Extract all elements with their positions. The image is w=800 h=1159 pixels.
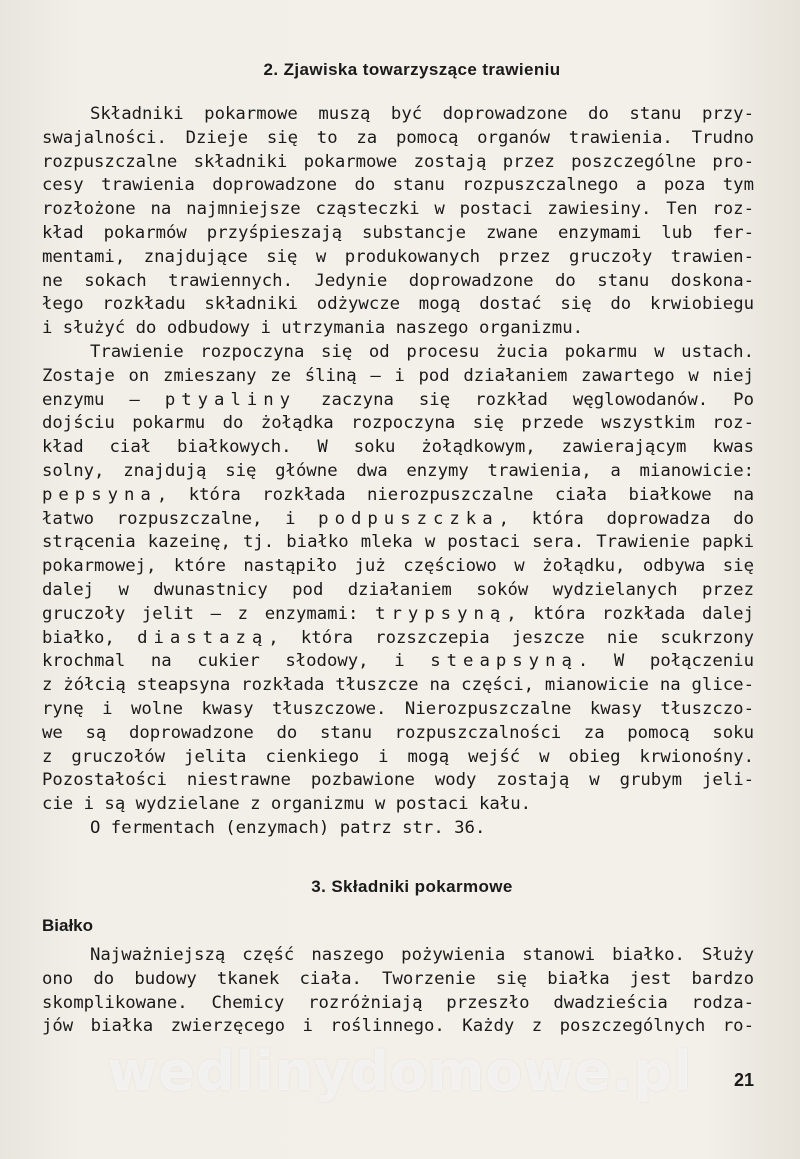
text-line: we są doprowadzone do stanu rozpuszczalności za pomocą soku [42,722,754,743]
text-line [42,650,754,674]
text-line [42,603,754,627]
text-line: jów białka zwierzęcego i roślinnego. Każdy z poszczególnych ro- [42,1016,754,1037]
text-line: mentami, znajdujące się w produkowanych przez gruczoły trawien- [42,246,754,267]
section-title-digestion: 2. Zjawiska towarzyszące trawieniu [263,60,561,79]
text-line: z gruczołów jelita cienkiego i mogą wejść w obieg krwionośny. [42,746,754,767]
spaced-term-diastaza: diastazą [137,627,269,648]
text-line: rynę i wolne kwasy tłuszczowe. Nierozpuszczalne kwasy tłuszczo- [42,698,754,719]
text-line: Zostaje on zmieszany ze śliną — i pod działaniem zawartego w niej [42,365,754,386]
body-text-section-2 [42,103,754,841]
text-line: Trawienie rozpoczyna się od procesu żucia pokarmu w ustach. [90,341,754,362]
text-run: gruczoły jelit — z enzymami: [42,603,376,624]
text-line [42,484,754,508]
spaced-term-trypsyna: trypsyną [375,603,507,624]
text-run: krochmal na cukier słodowy, i [42,651,431,672]
text-run: zaczyna się rozkład węglowodanów. Po [296,389,754,410]
spaced-term-steapsyna: steapsyną [430,651,578,672]
text-run: łatwo rozpuszczalne, i [42,508,319,529]
text-line: rozłożone na najmniejsze cząsteczki w postaci zawiesiny. Ten roz- [42,199,754,220]
cross-reference-text: O fermentach (enzymach) patrz str. 36. [90,817,486,838]
text-line: Składniki pokarmowe muszą być doprowadzone do stanu przy- [90,104,754,124]
text-line: cie i są wydzielane z organizmu w postaci kału. [42,794,531,815]
text-line: łego rozkładu składniki odżywcze mogą dostać się do krwiobiegu [42,294,754,315]
text-line: rozpuszczalne składniki pokarmowe zostają przez poszczególne pro- [42,151,754,172]
text-run: . W połączeniu [577,651,754,672]
page-number: 21 [733,1070,754,1090]
text-line [42,508,754,532]
text-line: i służyć do odbudowy i utrzymania naszego organizmu. [42,318,584,339]
subheading-protein: Białko [42,916,94,935]
text-run: , która doprowadza do [498,508,754,529]
spaced-term-ptyalina: ptyaliny [164,389,297,410]
text-run: , która rozkłada dalej [506,603,754,624]
section-title-nutrients: 3. Składniki pokarmowe [311,877,513,896]
text-line [42,389,754,413]
spaced-term-podpuszczka: podpuszczka [318,508,499,529]
text-line: z żółcią steapsyna rozkłada tłuszcze na części, mianowicie na glice- [42,675,754,696]
text-run: białko, [42,627,138,648]
spaced-term-pepsyna: pepsyna [42,484,157,505]
text-run: , która rozszczepia jeszcze nie scukrzony [268,627,754,648]
text-line: cesy trawienia doprowadzone do stanu rozpuszczalnego a poza tym [42,175,754,196]
text-line [42,627,754,651]
text-line: kład pokarmów przyśpieszają substancje zwane enzymami lub fer- [42,222,754,243]
text-line: kład ciał białkowych. W soku żołądkowym, zawierającym kwas [42,437,754,458]
text-line: solny, znajdują się główne dwa enzymy trawienia, a mianowicie: [42,460,754,481]
text-line: ne sokach trawiennych. Jedynie doprowadzone do stanu doskona- [42,270,754,291]
text-run: enzymu — [42,389,165,410]
text-line: dojściu pokarmu do żołądka rozpoczyna się przede wszystkim roz- [42,413,754,434]
text-line: swajalności. Dzieje się to za pomocą organów trawienia. Trudno [42,127,754,148]
text-line: dalej w dwunastnicy pod działaniem soków wydzielanych przez [42,579,754,600]
watermark: wedlinydomowe.pl [107,1040,693,1103]
text-run: , która rozkłada nierozpuszczalne ciała białkowe na [156,484,754,505]
text-line: ono do budowy tkanek ciała. Tworzenie się białka jest bardzo [42,968,754,989]
text-line: Pozostałości niestrawne pozbawione wody zostają w grubym jeli- [42,770,754,791]
text-line: skomplikowane. Chemicy rozróżniają przeszło dwadzieścia rodza- [42,992,754,1013]
text-line: Najważniejszą część naszego pożywienia stanowi białko. Służy [90,945,754,965]
text-line: pokarmowej, które nastąpiło już częściowo w żołądku, odbywa się [42,556,754,577]
text-line: strącenia kazeinę, tj. białko mleka w postaci sera. Trawienie papki [42,532,754,553]
body-text-section-3 [42,944,754,1039]
